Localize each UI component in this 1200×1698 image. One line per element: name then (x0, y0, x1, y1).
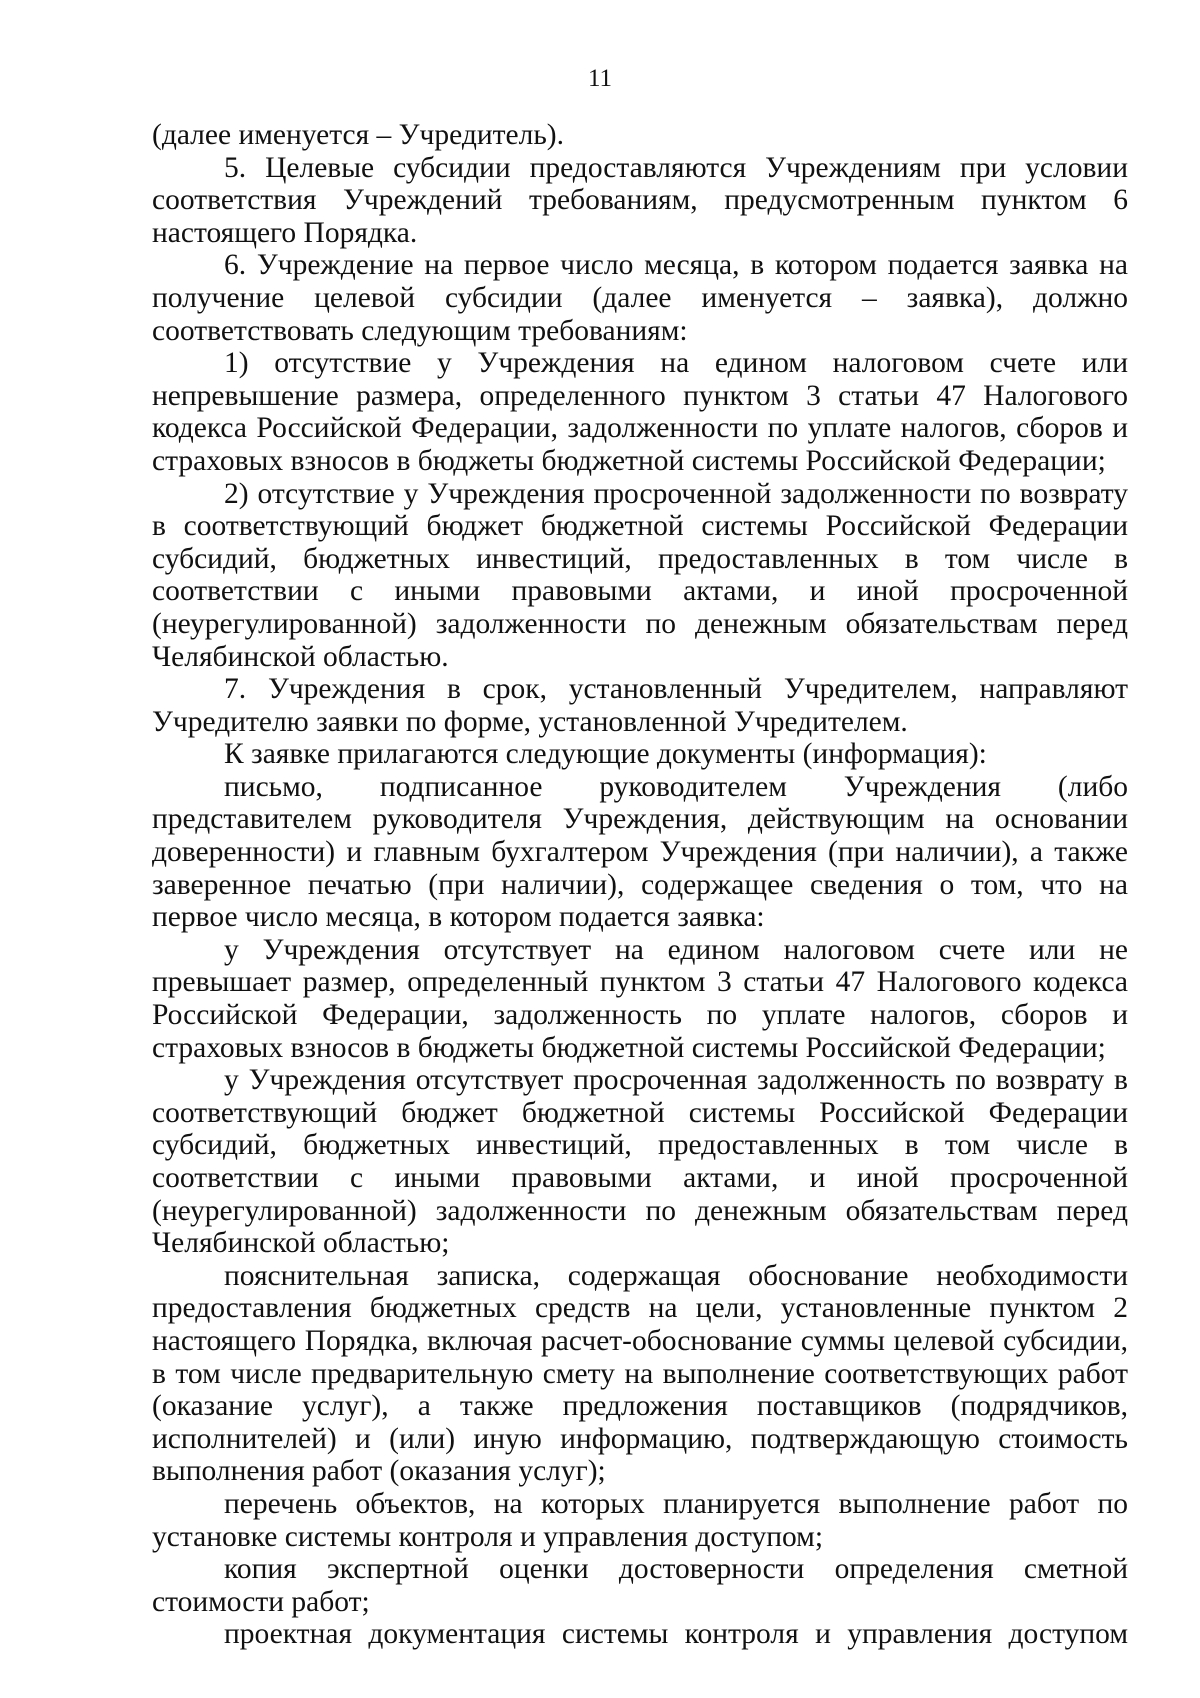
paragraph-letter-overdue-debt: у Учреждения отсутствует просроченная задолженность по возврату в соответствующий бюджет бюджетной системы Российской Федерации субсидий, бюджетных инвестиций, предоставленных в том числе в соответствии с иными правовыми актами, и иной просроченной (неурегулированной) задолженности по денежным обязательствам перед Челябинской областью; (152, 1064, 1128, 1260)
paragraph-objects-list: перечень объектов, на которых планируется выполнение работ по установке системы контроля и управления доступом; (152, 1487, 1128, 1553)
paragraph-item-5: 5. Целевые субсидии предоставляются Учреждениям при условии соответствия Учреждений требованиям, предусмотренным пунктом 6 настоящего Порядка. (152, 151, 1128, 249)
paragraph-letter: письмо, подписанное руководителем Учреждения (либо представителем руководителя Учреждения, действующим на основании доверенности) и главным бухгалтером Учреждения (при наличии), а также заверенное печатью (при наличии), содержащее сведения о том, что на первое число месяца, в котором подается заявка: (152, 770, 1128, 934)
page-number: 11 (587, 65, 613, 92)
paragraph-subitem-2: 2) отсутствие у Учреждения просроченной задолженности по возврату в соответствующий бюджет бюджетной системы Российской Федерации субсидий, бюджетных инвестиций, предоставленных в том числе в соответствии с иными правовыми актами, и иной просроченной (неурегулированной) задолженности по денежным обязательствам перед Челябинской областью. (152, 477, 1128, 673)
paragraph-project-documentation: проектная документация системы контроля и управления доступом (224, 1618, 1128, 1651)
paragraph-item-6: 6. Учреждение на первое число месяца, в котором подается заявка на получение целевой субсидии (далее именуется – заявка), должно соответствовать следующим требованиям: (152, 249, 1128, 347)
document-body (152, 119, 1128, 1651)
paragraph-documents-intro: К заявке прилагаются следующие документы (информация): (224, 738, 987, 771)
paragraph-letter-tax-debt: у Учреждения отсутствует на едином налоговом счете или не превышает размер, определенный пунктом 3 статьи 47 Налогового кодекса Российской Федерации, задолженность по уплате налогов, сборов и страховых взносов в бюджеты бюджетной системы Российской Федерации; (152, 933, 1128, 1064)
paragraph-explanatory-note: пояснительная записка, содержащая обоснование необходимости предоставления бюджетных средств на цели, установленные пунктом 2 настоящего Порядка, включая расчет-обоснование суммы целевой субсидии, в том числе предварительную смету на выполнение соответствующих работ (оказание услуг), а также предложения поставщиков (подрядчиков, исполнителей) и (или) иную информацию, подтверждающую стоимость выполнения работ (оказания услуг); (152, 1259, 1128, 1488)
paragraph-expert-assessment: копия экспертной оценки достоверности определения сметной стоимости работ; (152, 1553, 1128, 1618)
paragraph-continuation: (далее именуется – Учредитель). (152, 119, 565, 151)
paragraph-subitem-1: 1) отсутствие у Учреждения на едином налоговом счете или непревышение размера, определенного пунктом 3 статьи 47 Налогового кодекса Российской Федерации, задолженности по уплате налогов, сборов и страховых взносов в бюджеты бюджетной системы Российской Федерации; (152, 347, 1128, 477)
paragraph-item-7: 7. Учреждения в срок, установленный Учредителем, направляют Учредителю заявки по форме, установленной Учредителем. (152, 673, 1128, 738)
